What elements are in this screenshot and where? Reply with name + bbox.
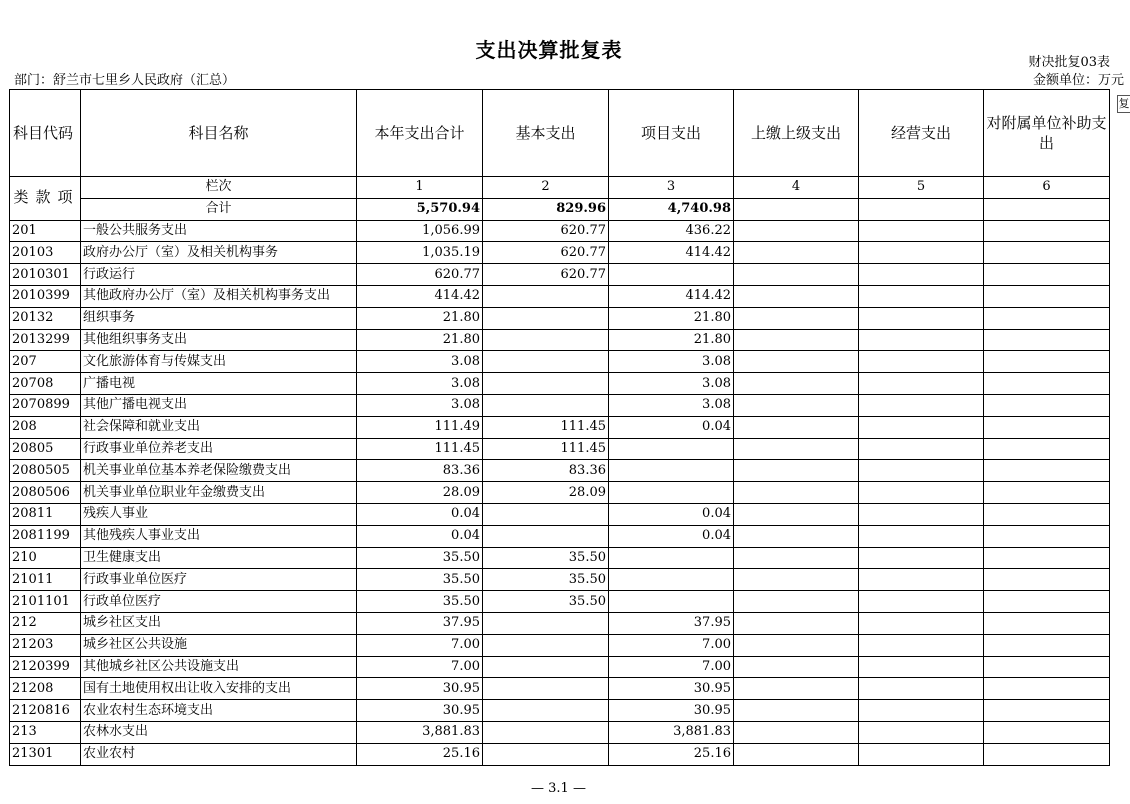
empty-cell xyxy=(734,285,859,307)
row-total: 111.49 xyxy=(357,416,483,438)
empty-cell xyxy=(859,285,984,307)
empty-cell xyxy=(734,569,859,591)
row-name: 其他政府办公厅（室）及相关机构事务支出 xyxy=(81,285,357,307)
row-total: 1,056.99 xyxy=(357,220,483,242)
table-row xyxy=(10,634,1110,656)
row-total: 3.08 xyxy=(357,373,483,395)
row-code: 213 xyxy=(10,721,81,743)
empty-cell xyxy=(859,198,984,220)
header-total: 本年支出合计 xyxy=(357,90,483,177)
empty-cell xyxy=(734,198,859,220)
empty-cell xyxy=(859,656,984,678)
row-project: 3.08 xyxy=(609,394,734,416)
empty-cell xyxy=(859,569,984,591)
column-number: 3 xyxy=(609,177,734,199)
row-name: 卫生健康支出 xyxy=(81,547,357,569)
column-number: 2 xyxy=(483,177,609,199)
empty-cell xyxy=(859,591,984,613)
empty-cell xyxy=(859,678,984,700)
row-total: 0.04 xyxy=(357,525,483,547)
row-basic: 83.36 xyxy=(483,460,609,482)
empty-cell xyxy=(734,264,859,286)
row-code: 21203 xyxy=(10,634,81,656)
row-total: 28.09 xyxy=(357,482,483,504)
empty-cell xyxy=(984,264,1110,286)
empty-cell xyxy=(984,285,1110,307)
column-number: 6 xyxy=(984,177,1110,199)
row-name: 农林水支出 xyxy=(81,721,357,743)
row-basic: 28.09 xyxy=(483,482,609,504)
row-project: 30.95 xyxy=(609,678,734,700)
empty-cell xyxy=(734,700,859,722)
table-row xyxy=(10,656,1110,678)
empty-cell xyxy=(734,482,859,504)
row-total: 3.08 xyxy=(357,351,483,373)
row-basic xyxy=(483,329,609,351)
table-row xyxy=(10,460,1110,482)
row-total: 35.50 xyxy=(357,547,483,569)
empty-cell xyxy=(984,198,1110,220)
kind-lei: 类 xyxy=(13,188,29,207)
row-name: 机关事业单位职业年金缴费支出 xyxy=(81,482,357,504)
empty-cell xyxy=(734,220,859,242)
row-total: 3,881.83 xyxy=(357,721,483,743)
row-code: 20805 xyxy=(10,438,81,460)
row-name: 城乡社区公共设施 xyxy=(81,634,357,656)
page-number: — 3.1 — xyxy=(531,781,586,796)
row-code: 2080506 xyxy=(10,482,81,504)
table-row xyxy=(10,264,1110,286)
total-basic: 829.96 xyxy=(483,198,609,220)
row-code: 2120816 xyxy=(10,700,81,722)
row-code: 2013299 xyxy=(10,329,81,351)
table-row xyxy=(10,373,1110,395)
row-basic xyxy=(483,634,609,656)
empty-cell xyxy=(984,416,1110,438)
empty-cell xyxy=(859,329,984,351)
empty-cell xyxy=(984,220,1110,242)
table-row xyxy=(10,678,1110,700)
row-code: 20132 xyxy=(10,307,81,329)
empty-cell xyxy=(734,525,859,547)
row-name: 国有土地使用权出让收入安排的支出 xyxy=(81,678,357,700)
empty-cell xyxy=(859,373,984,395)
row-code: 21208 xyxy=(10,678,81,700)
total-label: 合计 xyxy=(81,198,357,220)
empty-cell xyxy=(734,721,859,743)
row-total: 21.80 xyxy=(357,307,483,329)
row-code: 20708 xyxy=(10,373,81,395)
row-project xyxy=(609,547,734,569)
row-name: 农业农村 xyxy=(81,743,357,765)
row-total: 30.95 xyxy=(357,700,483,722)
kind-cell xyxy=(10,177,81,221)
empty-cell xyxy=(984,351,1110,373)
table-row xyxy=(10,482,1110,504)
row-basic: 111.45 xyxy=(483,438,609,460)
row-basic xyxy=(483,721,609,743)
table-row xyxy=(10,220,1110,242)
empty-cell xyxy=(984,525,1110,547)
row-basic xyxy=(483,700,609,722)
row-label: 栏次 xyxy=(81,177,357,199)
empty-cell xyxy=(984,547,1110,569)
row-name: 残疾人事业 xyxy=(81,503,357,525)
row-code: 2080505 xyxy=(10,460,81,482)
row-total: 414.42 xyxy=(357,285,483,307)
empty-cell xyxy=(859,438,984,460)
empty-cell xyxy=(734,394,859,416)
row-total: 35.50 xyxy=(357,591,483,613)
row-code: 2010301 xyxy=(10,264,81,286)
row-code: 210 xyxy=(10,547,81,569)
row-project xyxy=(609,438,734,460)
row-code: 20811 xyxy=(10,503,81,525)
row-project: 21.80 xyxy=(609,329,734,351)
row-basic xyxy=(483,612,609,634)
row-name: 农业农村生态环境支出 xyxy=(81,700,357,722)
table-row xyxy=(10,416,1110,438)
header-upper: 上缴上级支出 xyxy=(734,90,859,177)
empty-cell xyxy=(859,525,984,547)
empty-cell xyxy=(984,634,1110,656)
total-row xyxy=(10,198,1110,220)
row-name: 其他残疾人事业支出 xyxy=(81,525,357,547)
table-row xyxy=(10,394,1110,416)
empty-cell xyxy=(984,700,1110,722)
table-row xyxy=(10,438,1110,460)
total-project: 4,740.98 xyxy=(609,198,734,220)
empty-cell xyxy=(859,264,984,286)
table-row xyxy=(10,721,1110,743)
row-code: 201 xyxy=(10,220,81,242)
row-name: 文化旅游体育与传媒支出 xyxy=(81,351,357,373)
empty-cell xyxy=(984,656,1110,678)
table-row xyxy=(10,351,1110,373)
row-total: 83.36 xyxy=(357,460,483,482)
row-project: 25.16 xyxy=(609,743,734,765)
row-project: 0.04 xyxy=(609,503,734,525)
empty-cell xyxy=(984,329,1110,351)
row-basic xyxy=(483,678,609,700)
row-basic xyxy=(483,743,609,765)
row-project: 414.42 xyxy=(609,285,734,307)
row-name: 其他广播电视支出 xyxy=(81,394,357,416)
row-project: 0.04 xyxy=(609,416,734,438)
row-name: 组织事务 xyxy=(81,307,357,329)
row-code: 212 xyxy=(10,612,81,634)
row-project xyxy=(609,482,734,504)
row-code: 2081199 xyxy=(10,525,81,547)
empty-cell xyxy=(734,242,859,264)
row-total: 3.08 xyxy=(357,394,483,416)
table-row xyxy=(10,569,1110,591)
empty-cell xyxy=(859,460,984,482)
empty-cell xyxy=(859,547,984,569)
department-label: 部门：舒兰市七里乡人民政府（汇总） xyxy=(14,73,236,88)
row-project: 30.95 xyxy=(609,700,734,722)
row-project: 436.22 xyxy=(609,220,734,242)
row-code: 208 xyxy=(10,416,81,438)
row-total: 111.45 xyxy=(357,438,483,460)
table-row xyxy=(10,285,1110,307)
row-project xyxy=(609,591,734,613)
row-code: 2120399 xyxy=(10,656,81,678)
header-code: 科目代码 xyxy=(10,90,81,177)
row-basic xyxy=(483,351,609,373)
kind-xiang: 项 xyxy=(57,188,73,207)
row-basic: 620.77 xyxy=(483,242,609,264)
row-name: 行政运行 xyxy=(81,264,357,286)
row-name: 行政单位医疗 xyxy=(81,591,357,613)
form-number: 财决批复03表 xyxy=(1028,55,1110,70)
empty-cell xyxy=(734,591,859,613)
row-project xyxy=(609,264,734,286)
header-project: 项目支出 xyxy=(609,90,734,177)
empty-cell xyxy=(734,678,859,700)
column-number-row xyxy=(10,177,1110,199)
row-basic xyxy=(483,525,609,547)
row-total: 30.95 xyxy=(357,678,483,700)
row-basic: 620.77 xyxy=(483,220,609,242)
row-code: 20103 xyxy=(10,242,81,264)
row-code: 2070899 xyxy=(10,394,81,416)
empty-cell xyxy=(984,373,1110,395)
row-total: 37.95 xyxy=(357,612,483,634)
empty-cell xyxy=(984,307,1110,329)
row-basic xyxy=(483,307,609,329)
table-row xyxy=(10,591,1110,613)
row-name: 机关事业单位基本养老保险缴费支出 xyxy=(81,460,357,482)
empty-cell xyxy=(984,591,1110,613)
total-sum: 5,570.94 xyxy=(357,198,483,220)
empty-cell xyxy=(734,329,859,351)
row-project xyxy=(609,569,734,591)
empty-cell xyxy=(859,220,984,242)
row-code: 21011 xyxy=(10,569,81,591)
expenditure-table xyxy=(9,89,1110,766)
row-name: 一般公共服务支出 xyxy=(81,220,357,242)
row-total: 35.50 xyxy=(357,569,483,591)
column-number: 5 xyxy=(859,177,984,199)
empty-cell xyxy=(984,394,1110,416)
empty-cell xyxy=(734,351,859,373)
row-project: 3.08 xyxy=(609,351,734,373)
empty-cell xyxy=(734,547,859,569)
row-basic: 35.50 xyxy=(483,547,609,569)
row-basic: 35.50 xyxy=(483,569,609,591)
table-row xyxy=(10,329,1110,351)
row-total: 7.00 xyxy=(357,634,483,656)
row-name: 广播电视 xyxy=(81,373,357,395)
empty-cell xyxy=(859,242,984,264)
row-name: 政府办公厅（室）及相关机构事务 xyxy=(81,242,357,264)
row-basic xyxy=(483,656,609,678)
empty-cell xyxy=(859,307,984,329)
row-basic xyxy=(483,285,609,307)
row-name: 社会保障和就业支出 xyxy=(81,416,357,438)
row-basic: 620.77 xyxy=(483,264,609,286)
page-title: 支出决算批复表 xyxy=(475,38,623,62)
row-total: 7.00 xyxy=(357,656,483,678)
header-subsidy: 对附属单位补助支出 xyxy=(984,90,1110,177)
empty-cell xyxy=(734,438,859,460)
row-project xyxy=(609,460,734,482)
empty-cell xyxy=(984,438,1110,460)
empty-cell xyxy=(859,634,984,656)
row-basic: 111.45 xyxy=(483,416,609,438)
kind-kuan: 款 xyxy=(35,188,51,207)
table-row xyxy=(10,743,1110,765)
row-project: 0.04 xyxy=(609,525,734,547)
row-code: 21301 xyxy=(10,743,81,765)
table-row xyxy=(10,503,1110,525)
row-project: 21.80 xyxy=(609,307,734,329)
header-row xyxy=(10,90,1110,177)
empty-cell xyxy=(734,743,859,765)
empty-cell xyxy=(984,569,1110,591)
row-name: 其他城乡社区公共设施支出 xyxy=(81,656,357,678)
row-project: 7.00 xyxy=(609,656,734,678)
empty-cell xyxy=(859,721,984,743)
header-business: 经营支出 xyxy=(859,90,984,177)
row-code: 2101101 xyxy=(10,591,81,613)
empty-cell xyxy=(984,460,1110,482)
empty-cell xyxy=(859,700,984,722)
row-project: 414.42 xyxy=(609,242,734,264)
empty-cell xyxy=(859,351,984,373)
empty-cell xyxy=(734,503,859,525)
header-name: 科目名称 xyxy=(81,90,357,177)
row-total: 0.04 xyxy=(357,503,483,525)
table-row xyxy=(10,547,1110,569)
empty-cell xyxy=(734,460,859,482)
row-code: 207 xyxy=(10,351,81,373)
row-name: 行政事业单位医疗 xyxy=(81,569,357,591)
row-basic xyxy=(483,503,609,525)
empty-cell xyxy=(859,503,984,525)
table-row xyxy=(10,612,1110,634)
table-row xyxy=(10,242,1110,264)
row-project: 3.08 xyxy=(609,373,734,395)
row-basic xyxy=(483,373,609,395)
table-row xyxy=(10,307,1110,329)
empty-cell xyxy=(859,612,984,634)
header-basic: 基本支出 xyxy=(483,90,609,177)
empty-cell xyxy=(734,373,859,395)
row-name: 行政事业单位养老支出 xyxy=(81,438,357,460)
row-total: 21.80 xyxy=(357,329,483,351)
row-project: 3,881.83 xyxy=(609,721,734,743)
empty-cell xyxy=(734,656,859,678)
empty-cell xyxy=(984,242,1110,264)
amount-unit-label: 金额单位：万元 xyxy=(1032,73,1124,88)
empty-cell xyxy=(984,743,1110,765)
empty-cell xyxy=(984,678,1110,700)
row-name: 城乡社区支出 xyxy=(81,612,357,634)
empty-cell xyxy=(859,482,984,504)
row-basic: 35.50 xyxy=(483,591,609,613)
row-total: 1,035.19 xyxy=(357,242,483,264)
table-row xyxy=(10,525,1110,547)
row-name: 其他组织事务支出 xyxy=(81,329,357,351)
row-project: 37.95 xyxy=(609,612,734,634)
empty-cell xyxy=(984,612,1110,634)
row-total: 25.16 xyxy=(357,743,483,765)
empty-cell xyxy=(734,416,859,438)
row-project: 7.00 xyxy=(609,634,734,656)
empty-cell xyxy=(859,416,984,438)
empty-cell xyxy=(734,612,859,634)
empty-cell xyxy=(984,721,1110,743)
empty-cell xyxy=(984,482,1110,504)
row-basic xyxy=(483,394,609,416)
empty-cell xyxy=(734,307,859,329)
empty-cell xyxy=(859,394,984,416)
empty-cell xyxy=(734,634,859,656)
empty-cell xyxy=(859,743,984,765)
table-row xyxy=(10,700,1110,722)
column-number: 4 xyxy=(734,177,859,199)
row-code: 2010399 xyxy=(10,285,81,307)
side-mark: 复 xyxy=(1117,95,1130,113)
column-number: 1 xyxy=(357,177,483,199)
empty-cell xyxy=(984,503,1110,525)
row-total: 620.77 xyxy=(357,264,483,286)
